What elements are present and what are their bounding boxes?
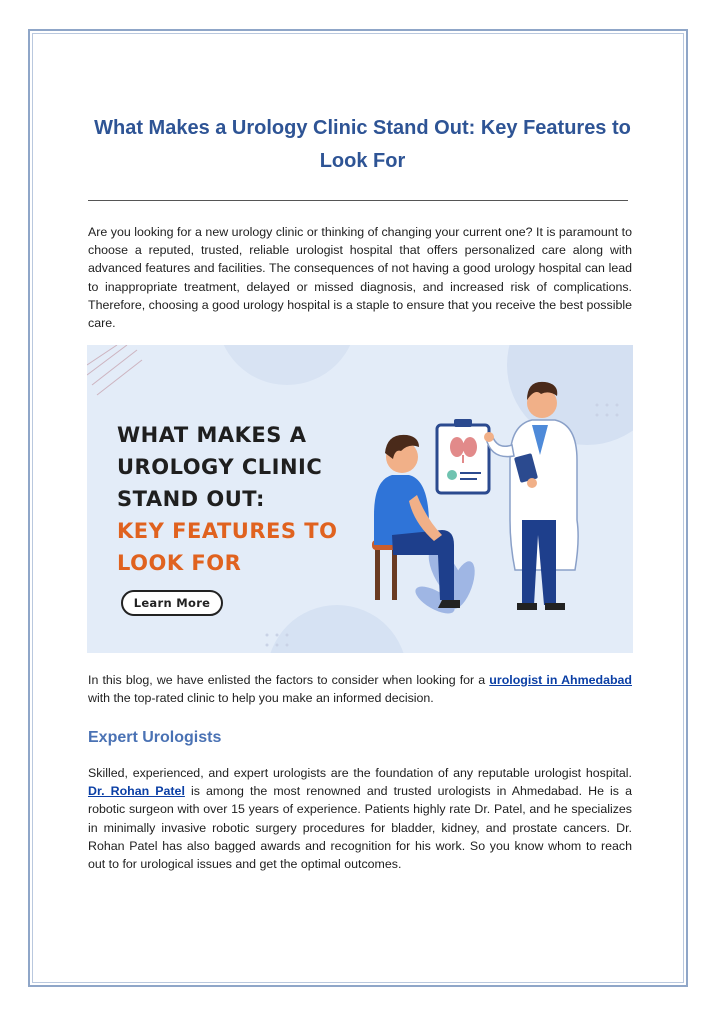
banner-heading	[117, 419, 337, 579]
blog-intro-text-end: with the top-rated clinic to help you make an informed decision.	[88, 691, 434, 706]
decorative-lines-icon	[87, 345, 142, 395]
expert-urologists-paragraph	[88, 764, 632, 873]
blog-intro-paragraph	[88, 671, 632, 707]
page-title: What Makes a Urology Clinic Stand Out: Key Features to Look For	[94, 117, 631, 172]
hero-banner-image	[87, 345, 633, 653]
learn-more-button[interactable]: Learn More	[121, 590, 223, 616]
kidney-chart-icon	[437, 419, 489, 493]
intro-paragraph: Are you looking for a new urology clinic or thinking of changing your current one? It is paramount to choose a reputed, trusted, reliable urologist hospital that offers personalized care along with advanced features and facilities. The consequences of not having a good urology hospital can lead to inappropriate treatment, delayed or missed diagnosis, and increased risk of complications. Therefore, choosing a good urology hospital is a staple to ensure that you receive the best possible care.	[88, 225, 632, 331]
banner-heading-accent-line: LOOK FOR	[117, 551, 242, 575]
bg-circle	[217, 345, 357, 385]
section-text: Skilled, experienced, and expert urologists are the foundation of any reputable urologist hospital.	[88, 766, 632, 780]
section-heading-expert-urologists: Expert Urologists	[88, 729, 222, 746]
banner-heading-line: STAND OUT:	[117, 487, 265, 511]
blog-intro-text: In this blog, we have enlisted the factors to consider when looking for a	[88, 673, 490, 687]
title-divider	[88, 200, 628, 201]
dr-rohan-patel-link[interactable]: Dr. Rohan Patel	[88, 784, 185, 799]
banner-heading-line: UROLOGY CLINIC	[117, 455, 323, 479]
banner-heading-accent-line: KEY FEATURES TO	[117, 519, 338, 543]
section-text-end: is among the most renowned and trusted urologists in Ahmedabad. He is a robotic surgeon with over 15 years of experience. Patients highly rate Dr. Patel, and he specializes in minimally invasive robotic surgery procedures for bladder, kidney, and prostate cancers. Dr. Rohan Patel has also bagged awards and recognition for his work. So you know whom to reach out to for urological issues and get the optimal outcomes.	[88, 784, 632, 872]
banner-heading-line: WHAT MAKES A	[117, 423, 307, 447]
urologist-ahmedabad-link[interactable]: urologist in Ahmedabad	[489, 673, 632, 687]
